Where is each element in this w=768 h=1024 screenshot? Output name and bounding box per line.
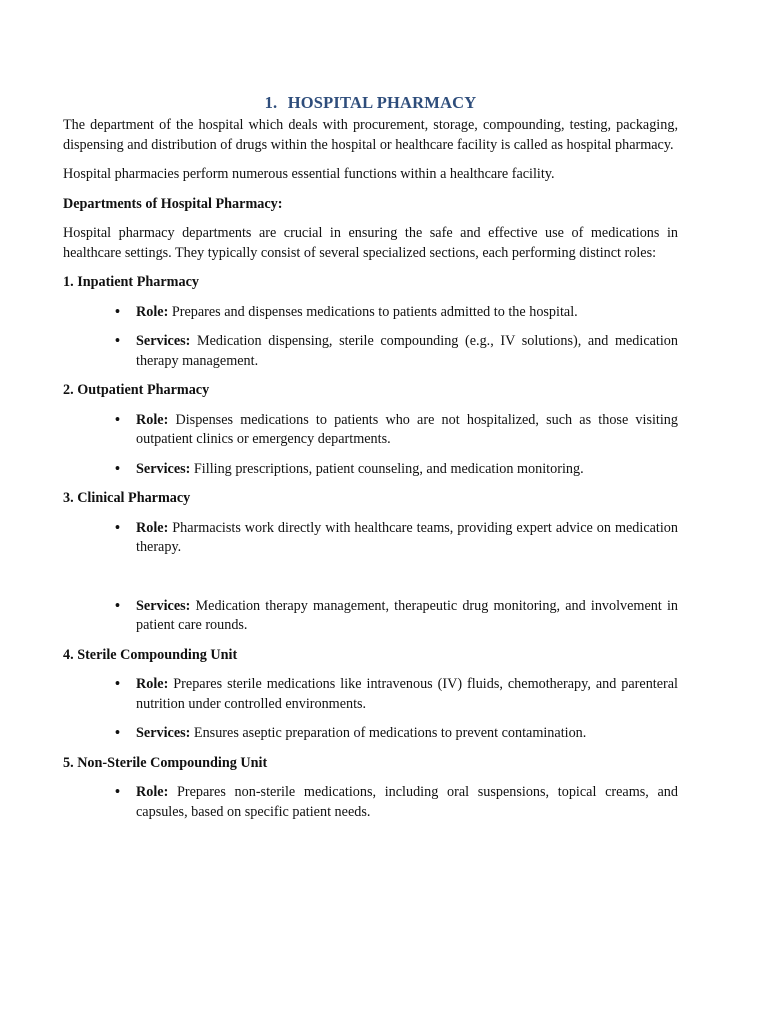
item-label: Role: (136, 519, 169, 536)
item-text: Dispenses medications to patients who are not hospitalized, such as those visiting outpatient clinics or emergency departments. (136, 411, 678, 447)
section-list-clinical (63, 519, 678, 636)
item-label: Services: (136, 460, 191, 477)
item-label: Services: (136, 597, 191, 614)
intro-paragraph-functions: Hospital pharmacies perform numerous essential functions within a healthcare facility. (63, 166, 555, 182)
bullet-icon: • (115, 784, 120, 800)
bullet-icon: • (115, 303, 120, 320)
item-text: Prepares non-sterile medications, including oral suspensions, topical creams, and capsules, based on specific patient needs. (136, 784, 678, 820)
list-item (63, 411, 678, 450)
page-title (63, 92, 678, 114)
item-text: Medication therapy management, therapeutic drug monitoring, and involvement in patient care rounds. (136, 597, 678, 633)
item-text: Prepares sterile medications like intravenous (IV) fluids, chemotherapy, and parenteral nutrition under controlled environments. (136, 676, 678, 712)
bullet-icon: • (115, 597, 120, 614)
item-text: Prepares and dispenses medications to patients admitted to the hospital. (168, 303, 578, 320)
bullet-icon: • (115, 460, 120, 477)
bullet-icon: • (115, 676, 120, 692)
list-item (63, 332, 678, 371)
document-page (63, 92, 678, 822)
section-heading-inpatient: 1. Inpatient Pharmacy (63, 274, 199, 290)
section-list-sterile (63, 675, 678, 744)
item-text: Pharmacists work directly with healthcare teams, providing expert advice on medication therapy. (136, 519, 678, 555)
bullet-icon: • (115, 333, 120, 349)
section-heading-sterile: 4. Sterile Compounding Unit (63, 646, 238, 663)
section-list-non-sterile (63, 783, 678, 822)
item-text: Medication dispensing, sterile compounding (e.g., IV solutions), and medication therapy management. (136, 333, 678, 369)
item-text: Filling prescriptions, patient counseling, and medication monitoring. (190, 460, 584, 477)
section-list-inpatient (63, 303, 678, 372)
departments-intro-paragraph: Hospital pharmacy departments are crucial in ensuring the safe and effective use of medications in healthcare settings. They typically consist of several specialized sections, each performing distinct roles: (63, 225, 678, 261)
bullet-icon: • (115, 725, 120, 741)
item-label: Role: (136, 784, 169, 800)
list-item (63, 303, 678, 323)
bullet-icon: • (115, 519, 120, 536)
item-label: Role: (136, 303, 169, 320)
item-label: Role: (136, 411, 169, 428)
list-item (63, 724, 678, 744)
section-heading-non-sterile: 5. Non-Sterile Compounding Unit (63, 754, 268, 771)
bullet-icon: • (115, 411, 120, 428)
list-item (63, 783, 678, 822)
departments-heading: Departments of Hospital Pharmacy: (63, 195, 283, 212)
list-item (63, 597, 678, 636)
section-heading-outpatient: 2. Outpatient Pharmacy (63, 382, 210, 398)
list-item (63, 675, 678, 714)
item-label: Role: (136, 676, 169, 692)
item-label: Services: (136, 725, 191, 741)
title-text: HOSPITAL PHARMACY (287, 93, 477, 112)
intro-paragraph-definition: The department of the hospital which deals with procurement, storage, compounding, testing, packaging, dispensing and distribution of drugs within the hospital or healthcare facility is called as hospital pharmacy. (63, 117, 678, 153)
section-list-outpatient (63, 411, 678, 480)
item-label: Services: (136, 333, 191, 349)
list-item (63, 460, 678, 480)
item-text: Ensures aseptic preparation of medications to prevent contamination. (190, 725, 587, 741)
title-number: 1. (264, 93, 278, 112)
list-item (63, 519, 678, 558)
section-heading-clinical: 3. Clinical Pharmacy (63, 490, 191, 506)
